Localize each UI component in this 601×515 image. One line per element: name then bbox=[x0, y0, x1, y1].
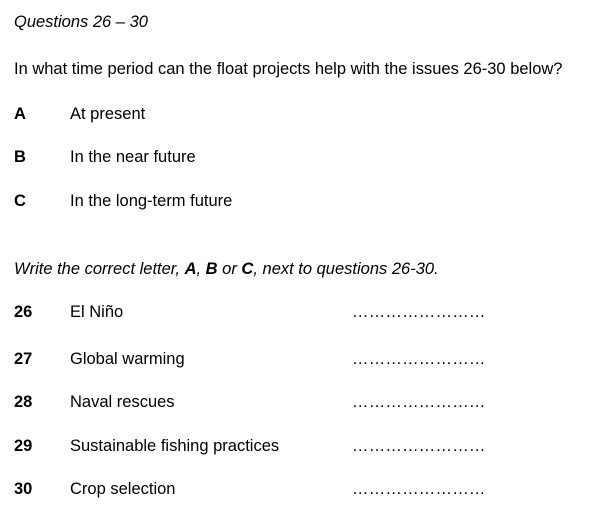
question-label: Naval rescues bbox=[70, 393, 175, 411]
question-number: 27 bbox=[14, 350, 33, 368]
option-text: In the long-term future bbox=[70, 192, 233, 210]
instruction-letter-a: A bbox=[184, 260, 197, 278]
option-letter: A bbox=[14, 105, 26, 123]
instruction-letter-c: C bbox=[241, 260, 254, 278]
option-text: In the near future bbox=[70, 148, 196, 166]
answer-blank[interactable]: …………………… bbox=[352, 437, 486, 455]
option-letter: C bbox=[14, 192, 26, 210]
question-label: El Niño bbox=[70, 303, 124, 321]
instruction-part: Write the correct letter, bbox=[14, 260, 185, 278]
question-label: Global warming bbox=[70, 350, 185, 368]
answer-blank[interactable]: …………………… bbox=[352, 303, 486, 321]
instruction-letter-b: B bbox=[205, 260, 218, 278]
question-number: 26 bbox=[14, 303, 33, 321]
instruction-separator: , bbox=[196, 260, 206, 278]
question-item-28 bbox=[14, 393, 584, 415]
question-item-30 bbox=[14, 480, 584, 502]
option-b bbox=[14, 148, 574, 170]
question-number: 28 bbox=[14, 393, 33, 411]
answer-blank[interactable]: …………………… bbox=[352, 480, 486, 498]
option-c bbox=[14, 192, 574, 214]
question-number: 29 bbox=[14, 437, 33, 455]
answer-blank[interactable]: …………………… bbox=[352, 350, 486, 368]
instruction-text bbox=[14, 260, 439, 279]
question-label: Crop selection bbox=[70, 480, 176, 498]
answer-blank[interactable]: …………………… bbox=[352, 393, 486, 411]
question-prompt: In what time period can the float projects help with the issues 26-30 below? bbox=[14, 60, 563, 78]
question-item-27 bbox=[14, 350, 584, 372]
questions-heading: Questions 26 – 30 bbox=[14, 13, 148, 31]
instruction-separator: or bbox=[217, 260, 242, 278]
instruction-part: , next to questions 26-30. bbox=[253, 260, 439, 278]
question-item-29 bbox=[14, 437, 584, 459]
question-number: 30 bbox=[14, 480, 33, 498]
question-label: Sustainable fishing practices bbox=[70, 437, 280, 455]
question-item-26 bbox=[14, 303, 584, 325]
option-letter: B bbox=[14, 148, 26, 166]
option-text: At present bbox=[70, 105, 146, 123]
option-a bbox=[14, 105, 574, 127]
